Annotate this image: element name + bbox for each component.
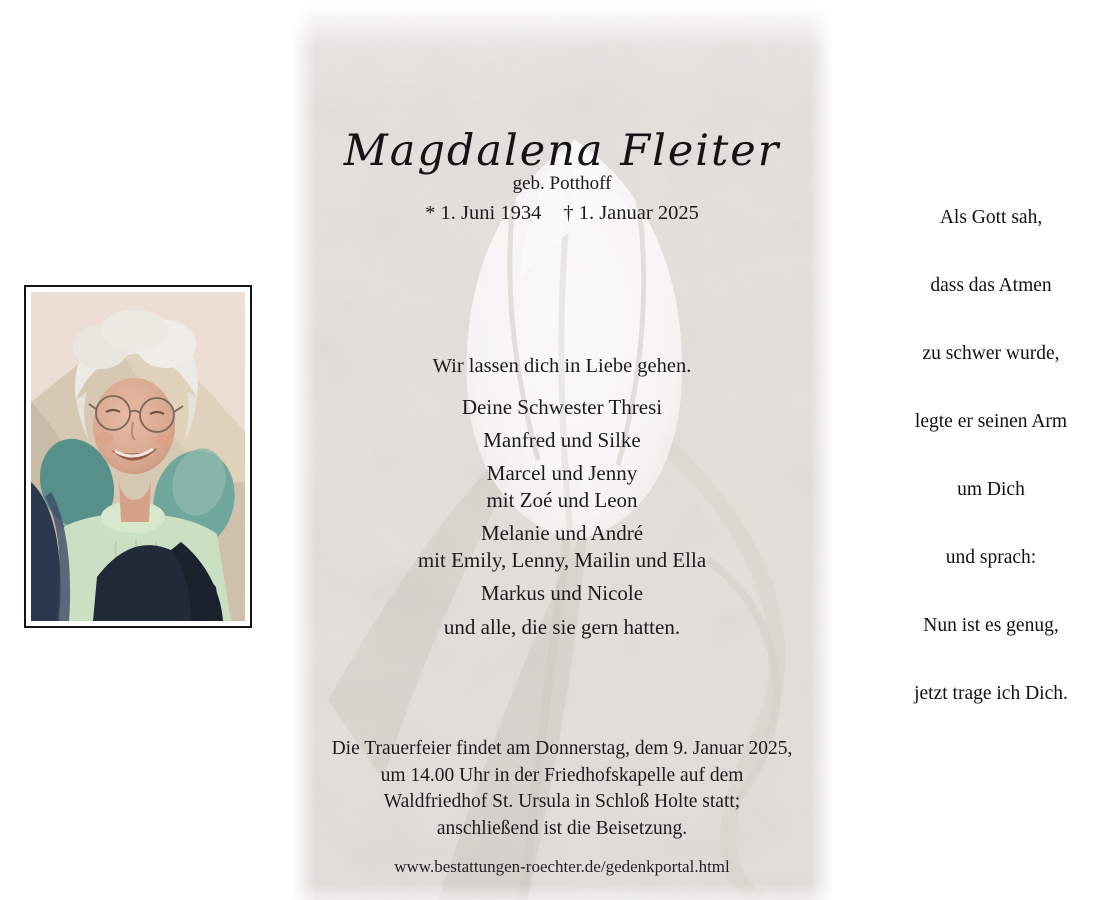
poem-line: jetzt trage ich Dich. <box>914 683 1068 704</box>
mourner-group <box>288 460 836 514</box>
memorial-portal-url: www.bestattungen-roechter.de/gedenkportal.html <box>394 857 730 876</box>
mourner-group <box>288 520 836 574</box>
poem-line: und sprach: <box>945 547 1037 568</box>
poem-line: zu schwer wurde, <box>922 343 1060 364</box>
poem <box>878 207 1104 751</box>
funeral-info-line: Waldfriedhof St. Ursula in Schloß Holte statt; <box>383 791 741 812</box>
funeral-info-line: anschließend ist die Beisetzung. <box>436 817 688 839</box>
memorial-card <box>288 0 836 900</box>
life-dates <box>288 202 836 225</box>
funeral-info-line: Die Trauerfeier findet am Donnerstag, dem 9. Januar 2025, <box>331 738 793 759</box>
birth-name: geb. Potthoff <box>512 173 612 194</box>
poem-line: um Dich <box>957 479 1025 500</box>
mourner-line: mit Emily, Lenny, Mailin und Ella <box>417 548 707 572</box>
death-date: † 1. Januar 2025 <box>563 202 699 224</box>
poem-line: legte er seinen Arm <box>914 411 1068 432</box>
mourner-group <box>288 427 836 454</box>
mourner-line: Markus und Nicole <box>480 581 644 605</box>
funeral-info-line: um 14.00 Uhr in der Friedhofskapelle auf dem <box>380 764 744 786</box>
deceased-name: Magdalena Fleiter <box>343 126 781 176</box>
mourner-line: Manfred und Silke <box>483 428 641 452</box>
mourners-list <box>288 394 836 641</box>
birth-date: * 1. Juni 1934 <box>425 202 542 224</box>
poem-line: Als Gott sah, <box>939 207 1043 228</box>
closing-line: und alle, die sie gern hatten. <box>443 615 681 639</box>
portrait-photo-art <box>31 292 245 621</box>
portrait-photo <box>24 285 252 628</box>
mourner-group <box>288 394 836 421</box>
mourner-group <box>288 580 836 607</box>
mourner-line: mit Zoé und Leon <box>486 488 638 512</box>
funeral-info <box>288 736 836 842</box>
mourner-line: Marcel und Jenny <box>486 461 638 485</box>
farewell-line: Wir lassen dich in Liebe gehen. <box>432 355 692 377</box>
poem-line: dass das Atmen <box>930 275 1052 296</box>
mourner-line: Deine Schwester Thresi <box>461 395 663 419</box>
mourner-line: Melanie und André <box>480 521 644 545</box>
poem-line: Nun ist es genug, <box>923 615 1059 636</box>
